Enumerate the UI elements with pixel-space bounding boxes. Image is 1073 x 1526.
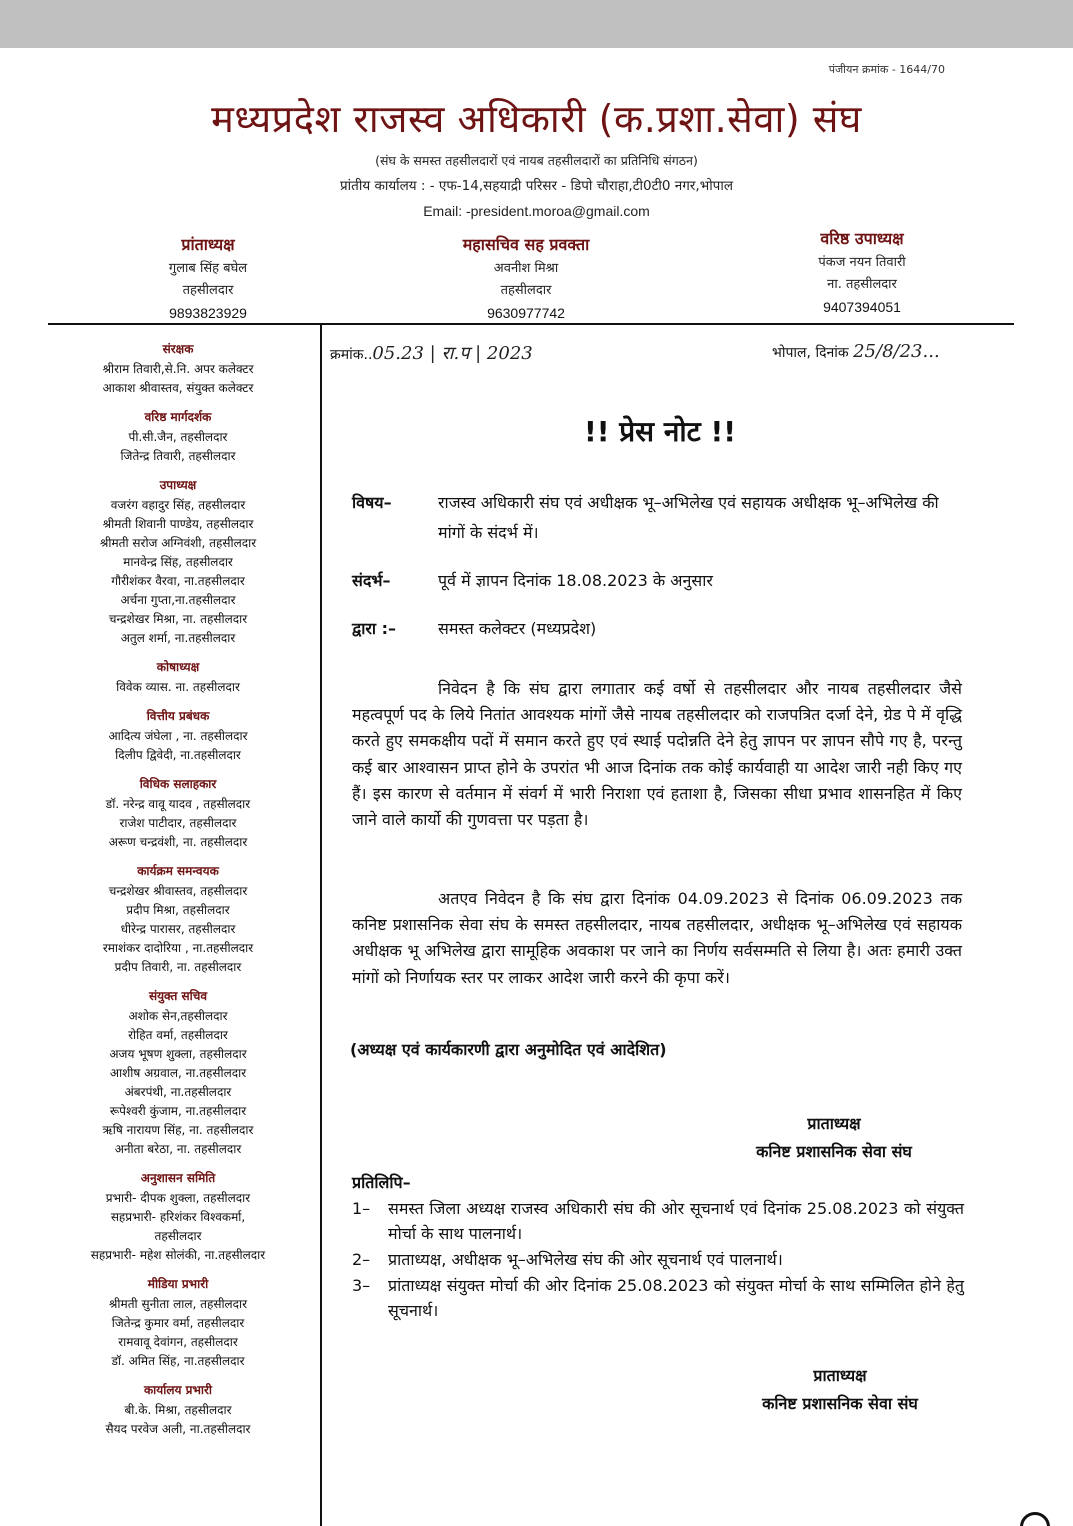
sidebar-member: अजय भूषण शुक्ला, तहसीलदार xyxy=(109,1047,247,1061)
sidebar-member: रोहित वर्मा, तहसीलदार xyxy=(128,1028,228,1042)
sidebar-member: जितेन्द्र तिवारी, तहसीलदार xyxy=(120,449,236,463)
sidebar-member: अनीता बरेठा, ना. तहसीलदार xyxy=(114,1142,242,1156)
reference-number-label: क्रमांक.. xyxy=(330,347,373,363)
sidebar-section xyxy=(44,338,312,398)
office-bearer-general-secretary xyxy=(396,232,656,324)
sidebar-member: रूपेश्वरी कुंजाम, ना.तहसीलदार xyxy=(109,1104,247,1118)
sidebar-member: विवेक व्यास. ना. तहसीलदार xyxy=(116,680,240,694)
reference-number-handwritten: 05.23 | रा.प | 2023 xyxy=(372,343,533,364)
sidebar-member: जितेन्द्र कुमार वर्मा, तहसीलदार xyxy=(111,1316,245,1330)
top-gray-bar xyxy=(0,0,1073,48)
sidebar-member: अतुल शर्मा, ना.तहसीलदार xyxy=(120,631,236,645)
reference-date-handwritten: 25/8/23... xyxy=(853,341,940,362)
sidebar-section xyxy=(44,1167,312,1265)
reference-date-label: भोपाल, दिनांक xyxy=(772,345,849,361)
office-bearer-president xyxy=(78,232,338,324)
sidebar-section xyxy=(44,705,312,765)
sidebar-member: श्रीमती शिवानी पाण्डेय, तहसीलदार xyxy=(102,517,254,531)
sidebar-member: डॉ. अमित सिंह, ना.तहसीलदार xyxy=(111,1354,245,1368)
sidebar-member: आशीष अग्रवाल, ना.तहसीलदार xyxy=(109,1066,247,1080)
sidebar-member: श्रीराम तिवारी,से.नि. अपर कलेक्टर xyxy=(102,362,254,376)
organization-subtitle: (संघ के समस्त तहसीलदारों एवं नायब तहसीलदारों का प्रतिनिधि संगठन) xyxy=(375,153,698,168)
subject-label: विषय– xyxy=(352,493,392,512)
sidebar-member: गौरीशंकर वैरवा, ना.तहसीलदार xyxy=(111,574,245,588)
subject-row xyxy=(352,488,962,548)
sidebar-divider xyxy=(320,324,322,1526)
paragraph-1 xyxy=(352,676,962,833)
role-title: प्रांताध्यक्ष xyxy=(181,235,235,254)
sidebar-section-heading: कोषाध्यक्ष xyxy=(156,660,200,674)
copy-to-number: 2– xyxy=(352,1250,371,1269)
approval-note: (अध्यक्ष एवं कार्यकारणी द्वारा अनुमोदित एवं आदेशित) xyxy=(350,1040,667,1059)
sidebar-member: प्रभारी- दीपक शुक्ला, तहसीलदार xyxy=(105,1191,251,1205)
copy-to-number: 3– xyxy=(352,1276,371,1295)
signature-org: कनिष्ट प्रशासनिक सेवा संघ xyxy=(756,1142,912,1161)
bearer-name: गुलाब सिंह बघेल xyxy=(168,261,248,276)
sidebar-section-heading: कार्यालय प्रभारी xyxy=(143,1383,213,1397)
signature-org: कनिष्ट प्रशासनिक सेवा संघ xyxy=(762,1394,918,1413)
signature-block-1 xyxy=(704,1110,964,1166)
sidebar-member: चन्द्रशेखर श्रीवास्तव, तहसीलदार xyxy=(108,884,248,898)
sidebar-member: सहप्रभारी- महेश सोलंकी, ना.तहसीलदार xyxy=(90,1248,266,1262)
paragraph-2-text: अतएव निवेदन है कि संघ द्वारा दिनांक 04.09.2023 से दिनांक 06.09.2023 तक कनिष्ट प्रशासनिक सेवा संघ के समस्त तहसीलदार, नायब तहसीलदार, अधीक्षक भू–अभिलेख एवं सहायक अधीक्षक भू अभिलेख द्वारा सामूहिक अवकाश पर जाने का निर्णय सर्वसम्मति से लिया है। अतः हमारी उक्त मांगों को निर्णायक स्तर पर लाकर आदेश जारी करने की कृपा करें। xyxy=(352,889,962,987)
sidebar-section xyxy=(44,474,312,648)
office-address: प्रांतीय कार्यालय : - एफ-14,सहयाद्री परिसर - डिपो चौराहा,टी0टी0 नगर,भोपाल xyxy=(339,178,734,194)
reference-date xyxy=(772,341,940,362)
sidebar-member: प्रदीप मिश्रा, तहसीलदार xyxy=(126,903,230,917)
sidebar-member: रामवावू देवांगन, तहसीलदार xyxy=(118,1335,238,1349)
sidebar-member: अंबरपंथी, ना.तहसीलदार xyxy=(124,1085,232,1099)
office-bearer-senior-vice-president xyxy=(732,226,992,318)
sidebar-section xyxy=(44,1379,312,1439)
signature-title: प्राताध्यक्ष xyxy=(813,1366,867,1385)
copy-to-text: प्रांताध्यक्ष संयुक्त मोर्चा की ओर दिनांक 25.08.2023 को संयुक्त मोर्चा के साथ सम्मिलित होने हेतु सूचनार्थ। xyxy=(388,1276,964,1320)
sidebar-member: रमाशंकर दादोरिया , ना.तहसीलदार xyxy=(102,941,254,955)
sidebar-member: मानवेन्द्र सिंह, तहसीलदार xyxy=(123,555,233,569)
sidebar-member: पी.सी.जैन, तहसीलदार xyxy=(128,430,228,444)
sidebar-member: सैयद परवेज अली, ना.तहसीलदार xyxy=(105,1422,251,1436)
registration-number: पंजीयन क्रमांक - 1644/70 xyxy=(828,63,945,76)
sidebar-section xyxy=(44,1273,312,1371)
sidebar-member: प्रदीप तिवारी, ना. तहसीलदार xyxy=(114,960,242,974)
bearer-designation: तहसीलदार xyxy=(182,283,234,298)
copy-to-number: 1– xyxy=(352,1199,371,1218)
sidebar-member: दिलीप द्विवेदी, ना.तहसीलदार xyxy=(115,748,241,762)
sidebar-member: अशोक सेन,तहसीलदार xyxy=(128,1009,228,1023)
sidebar-section xyxy=(44,656,312,697)
copy-to-label: प्रतिलिपि– xyxy=(352,1173,411,1192)
press-note-title: !! प्रेस नोट !! xyxy=(583,415,737,448)
reference-number xyxy=(330,341,533,365)
sidebar-member: डॉ. नरेन्द्र वावू यादव , तहसीलदार xyxy=(105,797,251,811)
paragraph-1-text: निवेदन है कि संघ द्वारा लगातार कई वर्षो से तहसीलदार और नायब तहसीलदार जैसे महत्वपूर्ण पद के लिये नितांत आवश्यक मांगों जैसे नायब तहसीलदार को राजपत्रित दर्जा देने, ग्रेड पे में वृद्धि करते हुए समकक्षीय पदों में समान करते हुए एवं स्थाई पदोन्नति देने हेतु ज्ञापन पर ज्ञापन सौपे गए है, परन्तु कई बार आश्वासन प्राप्त होने के उपरांत भी आज दिनांक तक कोई कार्यवाही या आदेश जारी नही किए गए हैं। इस कारण से वर्तमान में संवर्ग में भारी निराशा एवं हताशा है, जिसका सीधा प्रभाव शासनहित में किए जाने वाले कार्यो की गुणवत्ता पर पड़ता है। xyxy=(352,679,962,830)
email-address: Email: -president.moroa@gmail.com xyxy=(423,203,650,219)
sidebar-member: श्रीमती सरोज अग्निवंशी, तहसीलदार xyxy=(99,536,257,550)
sidebar-section xyxy=(44,860,312,977)
sidebar-member: राजेश पाटीदार, तहसीलदार xyxy=(119,816,237,830)
bearer-phone: 9407394051 xyxy=(823,299,901,315)
corner-partial-mark xyxy=(1020,1512,1050,1526)
copy-to-item xyxy=(352,1196,964,1246)
signature-title: प्राताध्यक्ष xyxy=(807,1114,861,1133)
sidebar-member: श्रीमती सुनीता लाल, तहसीलदार xyxy=(108,1297,248,1311)
sidebar-member: तहसीलदार xyxy=(154,1229,202,1243)
sidebar-section-heading: मीडिया प्रभारी xyxy=(147,1277,209,1291)
sidebar-member: अर्चना गुप्ता,ना.तहसीलदार xyxy=(120,593,236,607)
sidebar-section-heading: विधिक सलाहकार xyxy=(139,777,217,791)
sidebar-section-heading: संरक्षक xyxy=(162,342,194,356)
sidebar-section-heading: वित्तीय प्रबंधक xyxy=(146,709,210,723)
via-row xyxy=(352,614,962,644)
via-text: समस्त कलेक्टर (मध्यप्रदेश) xyxy=(438,619,597,638)
sidebar-section xyxy=(44,406,312,466)
via-label: द्वारा :– xyxy=(352,619,397,638)
sidebar-member: आदित्य जंघेला , ना. तहसीलदार xyxy=(108,729,248,743)
bearer-designation: तहसीलदार xyxy=(500,283,552,298)
signature-block-2 xyxy=(710,1362,970,1418)
copy-to-text: प्राताध्यक्ष, अधीक्षक भू–अभिलेख संघ की ओर सूचनार्थ एवं पालनार्थ। xyxy=(388,1250,783,1269)
sidebar-member: आकाश श्रीवास्तव, संयुक्त कलेक्टर xyxy=(102,381,254,395)
sidebar-section-heading: वरिष्ठ मार्गदर्शक xyxy=(144,410,212,424)
sidebar-member: वजरंग वहादुर सिंह, तहसीलदार xyxy=(110,498,246,512)
sidebar-member: ऋषि नारायण सिंह, ना. तहसीलदार xyxy=(102,1123,254,1137)
reference-row xyxy=(352,566,962,596)
sidebar-section xyxy=(44,773,312,852)
copy-to-list xyxy=(352,1196,964,1324)
reference-label: संदर्भ– xyxy=(352,571,391,590)
bearer-name: अवनीश मिश्रा xyxy=(493,261,559,276)
members-sidebar xyxy=(44,338,312,1447)
reference-text: पूर्व में ज्ञापन दिनांक 18.08.2023 के अनुसार xyxy=(438,571,713,590)
bearer-name: पंकज नयन तिवारी xyxy=(818,255,906,270)
sidebar-section xyxy=(44,985,312,1159)
organization-title: मध्यप्रदेश राजस्व अधिकारी (क.प्रशा.सेवा) संघ xyxy=(211,97,862,141)
sidebar-member: धीरेन्द्र पारासर, तहसीलदार xyxy=(120,922,236,936)
bearer-phone: 9630977742 xyxy=(487,305,565,321)
sidebar-section-heading: संयुक्त सचिव xyxy=(148,989,208,1003)
paragraph-2 xyxy=(352,886,962,991)
bearer-designation: ना. तहसीलदार xyxy=(827,277,897,292)
bearer-phone: 9893823929 xyxy=(169,305,247,321)
header-divider xyxy=(48,323,1014,325)
sidebar-section-heading: उपाध्यक्ष xyxy=(159,478,197,492)
sidebar-section-heading: अनुशासन समिति xyxy=(140,1171,216,1185)
subject-text: राजस्व अधिकारी संघ एवं अधीक्षक भू–अभिलेख एवं सहायक अधीक्षक भू–अभिलेख की मांगों के संदर्भ में। xyxy=(438,493,939,542)
sidebar-member: सहप्रभारी- हरिशंकर विश्वकर्मा, xyxy=(110,1210,246,1224)
copy-to-text: समस्त जिला अध्यक्ष राजस्व अधिकारी संघ की ओर सूचनार्थ एवं दिनांक 25.08.2023 को संयुक्त मोर्चा के साथ पालनार्थ। xyxy=(388,1199,964,1243)
sidebar-member: अरूण चन्द्रवंशी, ना. तहसीलदार xyxy=(108,835,248,849)
copy-to-item xyxy=(352,1247,964,1272)
role-title: महासचिव सह प्रवक्ता xyxy=(462,235,590,254)
sidebar-member: बी.के. मिश्रा, तहसीलदार xyxy=(124,1403,232,1417)
role-title: वरिष्ठ उपाध्यक्ष xyxy=(820,229,904,248)
sidebar-section-heading: कार्यक्रम समन्वयक xyxy=(137,864,219,878)
sidebar-member: चन्द्रशेखर मिश्रा, ना. तहसीलदार xyxy=(108,612,248,626)
copy-to-item xyxy=(352,1273,964,1323)
